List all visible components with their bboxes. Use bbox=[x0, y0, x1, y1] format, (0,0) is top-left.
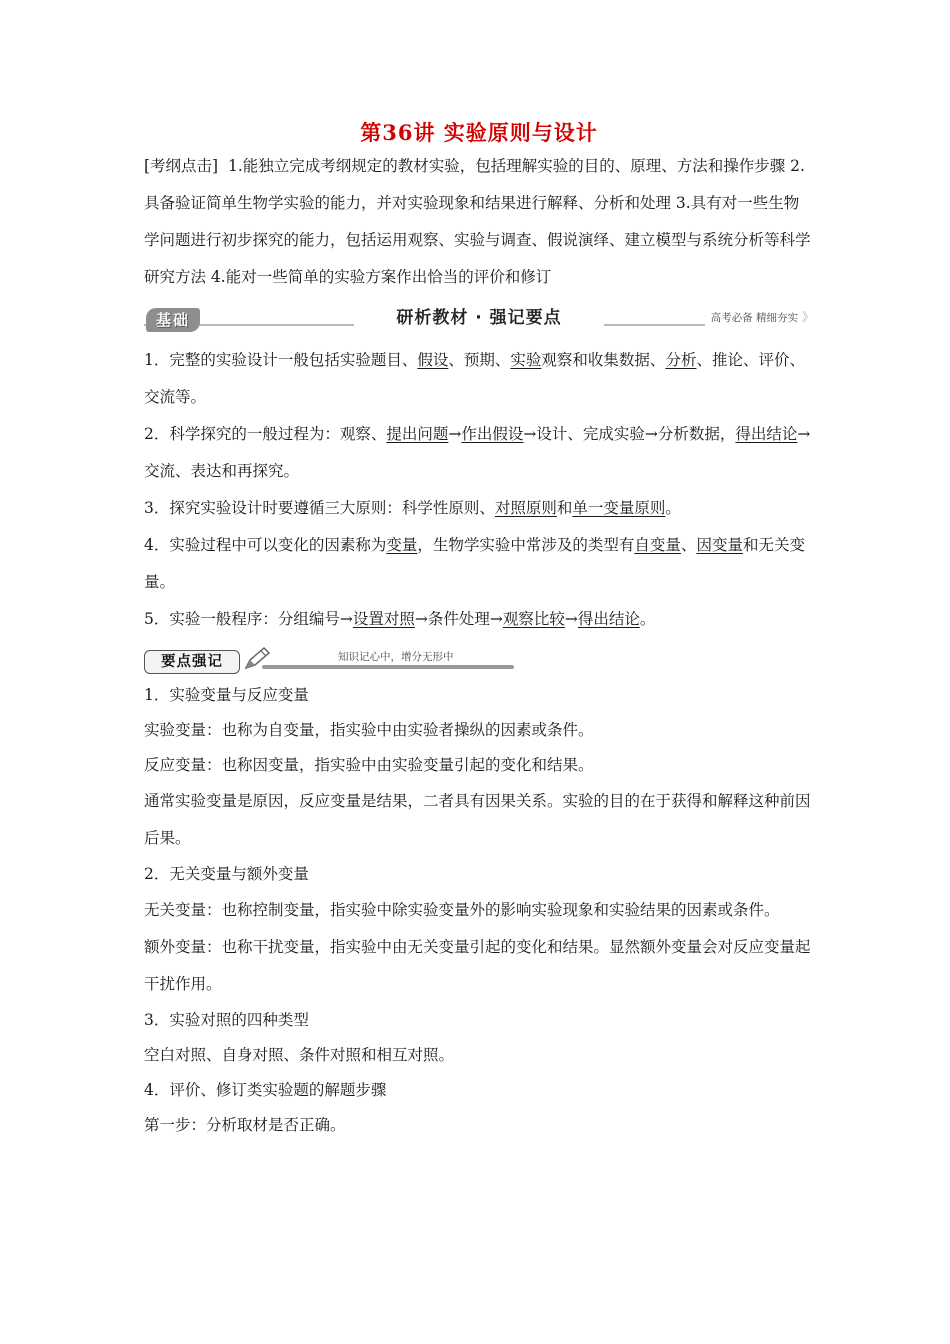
underlined-answer: 分析 bbox=[665, 351, 697, 369]
underlined-answer: 单一变量原则 bbox=[572, 499, 666, 517]
basics-item-1: 1．完整的实验设计一般包括实验题目、假设、预期、实验观察和收集数据、分析、推论、评价、交流等。 bbox=[144, 351, 805, 406]
keypoint-line: 第一步：分析取材是否正确。 bbox=[144, 1116, 346, 1134]
double-chevron-icon: 》 bbox=[801, 310, 814, 324]
banner-bar bbox=[262, 665, 514, 669]
underlined-answer: 实验 bbox=[510, 351, 542, 369]
basics-item-3: 3．探究实验设计时要遵循三大原则：科学性原则、对照原则和单一变量原则。 bbox=[144, 499, 681, 517]
basics-banner-slogan bbox=[705, 308, 814, 327]
basics-item-4: 4．实验过程中可以变化的因素称为变量，生物学实验中常涉及的类型有自变量、因变量和无关变量。 bbox=[144, 536, 805, 591]
underlined-answer: 设置对照 bbox=[352, 610, 415, 628]
keypoint-heading: 2．无关变量与额外变量 bbox=[144, 865, 309, 883]
basics-tag: 基础 bbox=[146, 308, 200, 332]
keypoint-line: 额外变量：也称干扰变量，指实验中由无关变量引起的变化和结果。显然额外变量会对反应变量起干扰作用。 bbox=[144, 938, 811, 993]
syllabus-paragraph bbox=[144, 148, 814, 296]
syllabus-label: [考纲点击] bbox=[144, 157, 219, 175]
basics-item-2: 2．科学探究的一般过程为：观察、提出问题→作出假设→设计、完成实验→分析数据，得出结论→交流、表达和再探究。 bbox=[144, 425, 811, 480]
keypoint-line: 实验变量：也称为自变量，指实验中由实验者操纵的因素或条件。 bbox=[144, 721, 594, 739]
basics-item-5: 5．实验一般程序：分组编号→设置对照→条件处理→观察比较→得出结论。 bbox=[144, 610, 656, 628]
underlined-answer: 变量 bbox=[386, 536, 418, 554]
keypoint-line: 反应变量：也称因变量，指实验中由实验变量引起的变化和结果。 bbox=[144, 756, 594, 774]
underlined-answer: 自变量 bbox=[634, 536, 681, 554]
syllabus-text: 1.能独立完成考纲规定的教材实验，包括理解实验的目的、原理、方法和操作步骤 2.具备验证简单生物学实验的能力，并对实验现象和结果进行解释、分析和处理 3.具有对一些生物学问题进行初步探究的能力，包括运用观察、实验与调查、假说演绎、建立模型与系统分析等科学研究方法 4.能对一些简单的实验方案作出恰当的评价和修订 bbox=[144, 157, 811, 286]
keypoint-heading: 1．实验变量与反应变量 bbox=[144, 686, 309, 704]
underlined-answer: 假设 bbox=[417, 351, 449, 369]
slogan-text: 高考必备 精细夯实 bbox=[710, 312, 798, 324]
underlined-answer: 作出假设 bbox=[461, 425, 524, 443]
underlined-answer: 得出结论 bbox=[577, 610, 640, 628]
keypoints-note: 知识记心中，增分无形中 bbox=[338, 651, 454, 663]
underlined-answer: 观察比较 bbox=[502, 610, 565, 628]
keypoints-tag: 要点强记 bbox=[144, 650, 240, 674]
underlined-answer: 因变量 bbox=[696, 536, 743, 554]
keypoint-line: 通常实验变量是原因，反应变量是结果，二者具有因果关系。实验的目的在于获得和解释这种前因后果。 bbox=[144, 792, 811, 847]
basics-banner bbox=[144, 306, 814, 334]
keypoint-heading: 3．实验对照的四种类型 bbox=[144, 1011, 309, 1029]
document-page bbox=[144, 118, 814, 1143]
keypoint-heading: 4．评价、修订类实验题的解题步骤 bbox=[144, 1081, 387, 1099]
page-title: 第36讲 实验原则与设计 bbox=[360, 120, 598, 145]
keypoint-line: 无关变量：也称控制变量，指实验中除实验变量外的影响实验现象和实验结果的因素或条件。 bbox=[144, 901, 780, 919]
underlined-answer: 提出问题 bbox=[386, 425, 449, 443]
keypoint-line: 空白对照、自身对照、条件对照和相互对照。 bbox=[144, 1046, 455, 1064]
keypoints-banner bbox=[144, 646, 814, 676]
underlined-answer: 得出结论 bbox=[735, 425, 798, 443]
basics-banner-title: 研析教材 · 强记要点 bbox=[354, 306, 604, 330]
underlined-answer: 对照原则 bbox=[494, 499, 557, 517]
